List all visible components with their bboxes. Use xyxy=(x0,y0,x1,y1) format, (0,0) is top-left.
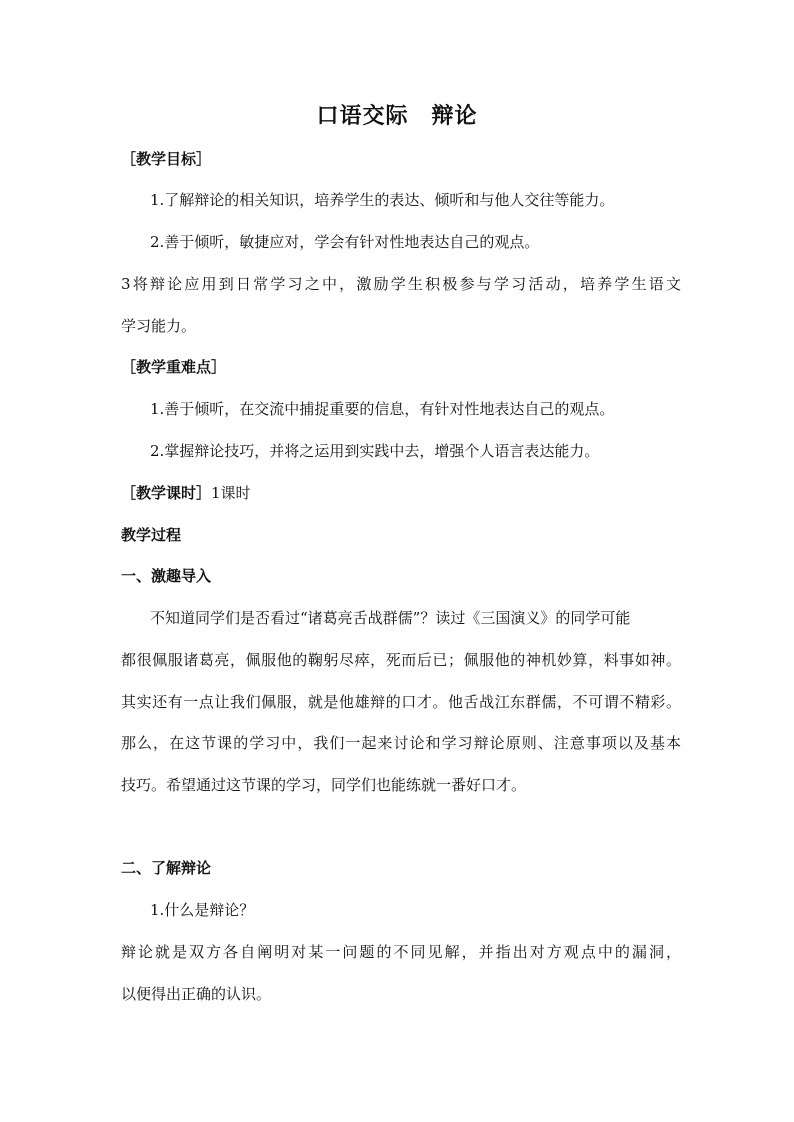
objective-item-1: 1.了解辩论的相关知识，培养学生的表达、倾听和与他人交往等能力。 xyxy=(150,191,615,209)
objective-item-2: 2.善于倾听，敏捷应对，学会有针对性地表达自己的观点。 xyxy=(150,233,540,251)
section-2-heading: 二、了解辩论 xyxy=(121,859,212,877)
section-1-line-1: 不知道同学们是否看过“诸葛亮舌战群儒”？读过《三国演义》的同学可能 xyxy=(150,609,631,627)
class-hours-row xyxy=(121,481,251,505)
class-hours-heading: ［教学课时］ xyxy=(121,484,212,502)
process-heading: 教学过程 xyxy=(121,526,182,544)
section-2-question: 1.什么是辩论？ xyxy=(150,901,255,919)
key-point-item-1: 1.善于倾听，在交流中捕捉重要的信息，有针对性地表达自己的观点。 xyxy=(150,400,615,418)
section-2-line-1: 辩论就是双方各自阐明对某一问题的不同见解，并指出对方观点中的漏洞， xyxy=(121,943,681,961)
section-1-line-2: 都很佩服诸葛亮，佩服他的鞠躬尽瘁，死而后已；佩服他的神机妙算，料事如神。 xyxy=(121,651,681,669)
key-points-heading: ［教学重难点］ xyxy=(121,358,227,376)
objective-item-3-line-1: 3将辩论应用到日常学习之中，激励学生积极参与学习活动，培养学生语文 xyxy=(121,275,681,293)
document-title: 口语交际 辩论 xyxy=(316,104,478,129)
key-point-item-2: 2.掌握辩论技巧，并将之运用到实践中去，增强个人语言表达能力。 xyxy=(150,442,600,460)
section-1-line-4: 那么，在这节课的学习中，我们一起来讨论和学习辩论原则、注意事项以及基本 xyxy=(121,734,681,752)
section-1-line-5: 技巧。希望通过这节课的学习，同学们也能练就一番好口才。 xyxy=(121,776,527,794)
objectives-heading: ［教学目标］ xyxy=(121,150,212,168)
section-1-line-3: 其实还有一点让我们佩服，就是他雄辩的口才。他舌战江东群儒，不可谓不精彩。 xyxy=(121,693,681,711)
section-1-heading: 一、激趣导入 xyxy=(121,567,212,585)
section-2-line-2: 以便得出正确的认识。 xyxy=(121,985,272,1003)
objective-item-3-line-2: 学习能力。 xyxy=(121,317,197,335)
class-hours-value: 1课时 xyxy=(211,484,251,502)
